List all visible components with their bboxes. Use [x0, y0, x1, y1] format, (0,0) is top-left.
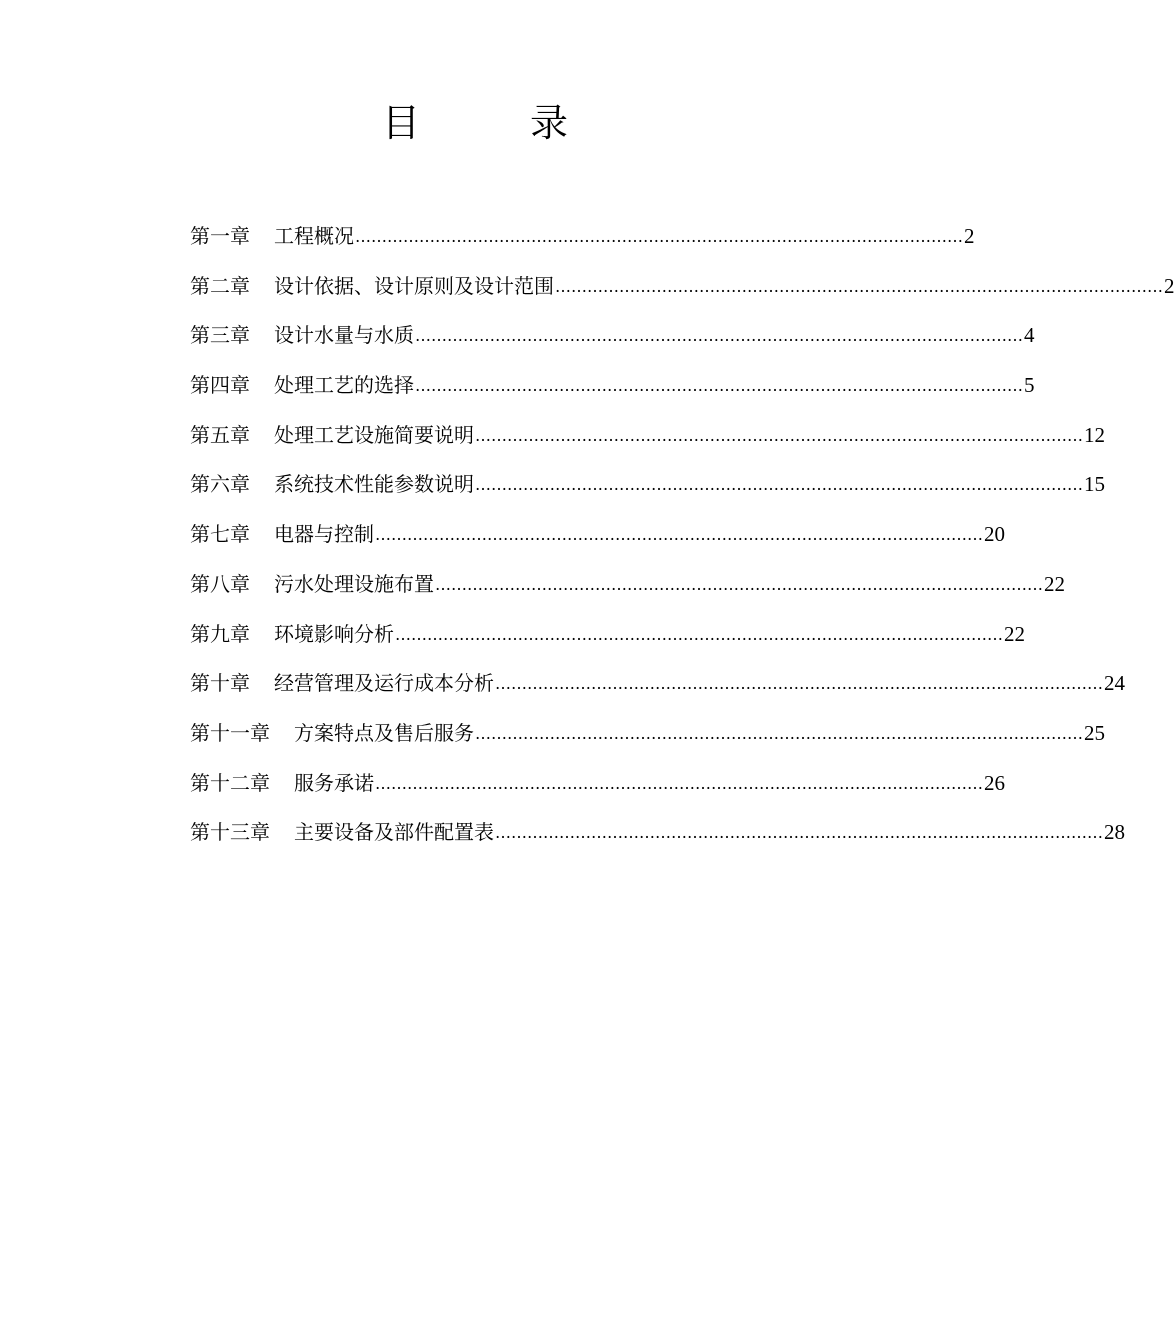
page-number: 25: [1084, 720, 1105, 745]
dot-leader: ……………………………………………………………………………………………………: [395, 624, 1003, 644]
page-number: 15: [1084, 472, 1105, 497]
page-number: 12: [1084, 422, 1105, 447]
toc-title: 目 录: [381, 101, 604, 145]
chapter-label: 第十一章: [190, 720, 270, 745]
chapter-title: 设计依据、设计原则及设计范围: [274, 273, 554, 298]
dot-leader: ……………………………………………………………………………………………………: [475, 475, 1083, 495]
dot-leader: ……………………………………………………………………………………………………: [415, 376, 1023, 396]
chapter-label: 第六章: [190, 472, 250, 497]
chapter-title: 工程概况: [274, 224, 354, 248]
dot-leader: ……………………………………………………………………………………………………: [475, 425, 1083, 445]
toc-entry[interactable]: [190, 717, 1105, 767]
chapter-label: 第四章: [190, 373, 250, 398]
chapter-label: 第二章: [190, 273, 250, 298]
chapter-title: 处理工艺设施简要说明: [274, 422, 474, 447]
toc-list: [190, 220, 1175, 866]
chapter-title: 污水处理设施布置: [274, 571, 434, 596]
chapter-label: 第七章: [190, 522, 250, 547]
dot-leader: ……………………………………………………………………………………………………: [495, 823, 1103, 843]
page-number: 20: [984, 522, 1005, 547]
page-number: 2: [1164, 273, 1175, 298]
toc-entry[interactable]: [190, 667, 1125, 717]
chapter-label: 第十二章: [190, 770, 270, 795]
toc-entry[interactable]: [190, 816, 1125, 866]
chapter-title: 方案特点及售后服务: [294, 720, 474, 745]
page-number: 24: [1104, 671, 1125, 696]
chapter-title: 设计水量与水质: [274, 323, 414, 348]
toc-entry[interactable]: [190, 618, 1025, 668]
chapter-title: 服务承诺: [294, 770, 374, 795]
page-number: 22: [1004, 621, 1025, 646]
page-number: 2: [964, 224, 975, 248]
dot-leader: ……………………………………………………………………………………………………: [555, 276, 1163, 296]
page-number: 28: [1104, 820, 1125, 845]
dot-leader: ……………………………………………………………………………………………………: [355, 227, 963, 246]
toc-entry[interactable]: [190, 767, 1005, 817]
toc-entry[interactable]: [190, 518, 1005, 568]
page-number: 5: [1024, 373, 1035, 398]
chapter-label: 第九章: [190, 621, 250, 646]
dot-leader: ……………………………………………………………………………………………………: [435, 574, 1043, 594]
dot-leader: ……………………………………………………………………………………………………: [375, 525, 983, 545]
page-number: 4: [1024, 323, 1035, 348]
chapter-label: 第五章: [190, 422, 250, 447]
toc-entry[interactable]: [190, 568, 1065, 618]
toc-entry[interactable]: [190, 270, 1175, 320]
chapter-title: 经营管理及运行成本分析: [274, 671, 494, 696]
dot-leader: ……………………………………………………………………………………………………: [495, 674, 1103, 694]
chapter-label: 第一章: [190, 224, 250, 248]
chapter-label: 第八章: [190, 571, 250, 596]
chapter-title: 环境影响分析: [274, 621, 394, 646]
dot-leader: ……………………………………………………………………………………………………: [475, 723, 1083, 743]
chapter-title: 处理工艺的选择: [274, 373, 414, 398]
chapter-label: 第十章: [190, 671, 250, 696]
chapter-title: 电器与控制: [274, 522, 374, 547]
toc-entry[interactable]: [190, 468, 1105, 518]
dot-leader: ……………………………………………………………………………………………………: [375, 773, 983, 793]
dot-leader: ……………………………………………………………………………………………………: [415, 326, 1023, 346]
page-number: 26: [984, 770, 1005, 795]
chapter-label: 第十三章: [190, 820, 270, 845]
chapter-label: 第三章: [190, 323, 250, 348]
toc-entry[interactable]: [190, 369, 1035, 419]
toc-entry[interactable]: [190, 419, 1105, 469]
chapter-title: 主要设备及部件配置表: [294, 820, 494, 845]
page-number: 22: [1044, 571, 1065, 596]
toc-entry[interactable]: [190, 220, 975, 270]
toc-entry[interactable]: [190, 319, 1035, 369]
chapter-title: 系统技术性能参数说明: [274, 472, 474, 497]
